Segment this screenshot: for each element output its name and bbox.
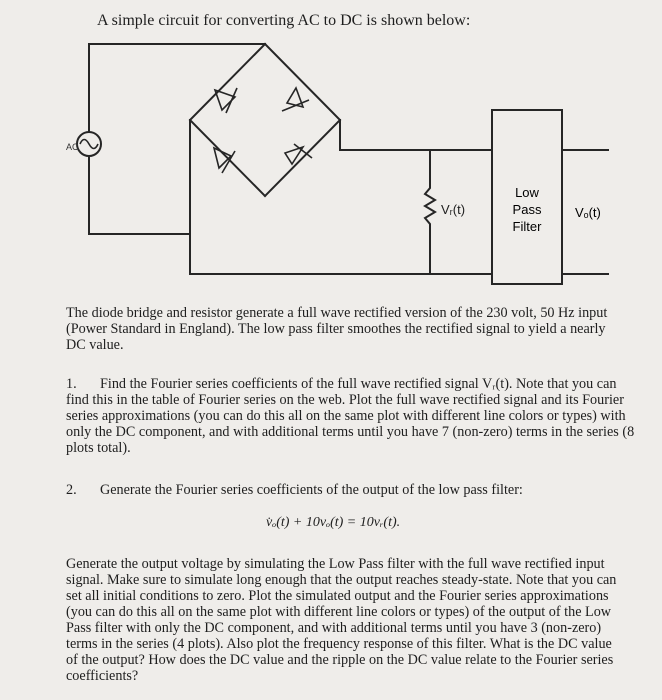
rail-top — [340, 120, 492, 150]
question-1-number: 1. — [66, 376, 77, 392]
bridge-right — [265, 44, 340, 196]
filter-label-line2: Pass — [512, 202, 542, 217]
wire-top — [89, 44, 265, 132]
diode-upper-right-icon — [282, 88, 309, 111]
resistor-symbol — [425, 150, 435, 274]
ac-label: AC — [66, 142, 79, 152]
diode-upper-left-icon — [215, 88, 237, 113]
vo-label: Vₒ(t) — [575, 205, 601, 220]
filter-label-line1: Low — [515, 185, 539, 200]
vr-label: Vᵣ(t) — [441, 202, 466, 217]
intro-paragraph: The diode bridge and resistor generate a full wave rectified version of the 230 volt, 50 Hz input (Power Standard in England). The low pass filter smoothes the rectified signal to yield a nearly DC value. — [66, 305, 608, 353]
question-1-text: Find the Fourier series coefficients of the full wave rectified signal Vᵣ(t). Note that you can find this in the table of Fourier series on the web. Plot the full wave rectified signal and its Fourier series approximations (you can do this all on the same plot with different line colors or types) with only the DC component, and with additional terms until you have 7 (non-zero) terms in the series (8 plots total). — [66, 376, 635, 456]
diode-lower-left-icon — [214, 148, 235, 173]
question-2-text: Generate the Fourier series coefficients of the output of the low pass filter: — [100, 482, 523, 498]
question-2-heading — [66, 482, 636, 498]
wire-bottom-left — [89, 156, 190, 234]
bridge-left — [190, 44, 265, 196]
page-title: A simple circuit for converting AC to DC is shown below: — [97, 12, 471, 29]
circuit-diagram — [0, 40, 662, 290]
filter-label-line3: Filter — [512, 219, 542, 234]
ac-source-icon — [77, 132, 101, 156]
question-2-number: 2. — [66, 482, 77, 498]
filter-equation: v̇ₒ(t) + 10vₒ(t) = 10vᵣ(t). — [266, 515, 401, 530]
question-1 — [66, 376, 636, 456]
question-2-body: Generate the output voltage by simulating the Low Pass filter with the full wave rectified input signal. Make sure to simulate long enough that the output reaches steady-state. Note that you can set all initial conditions to zero. Plot the simulated output and the Fourier series approximations (you can do this all on the same plot with different line colors or types) of the output of the Low Pass filter with only the DC component, and with additional terms until you have 3 (non-zero) terms in the series (4 plots). Also plot the frequency response of this filter. What is the DC value of the output? How does the DC value and the ripple on the DC value relate to the Fourier series coefficients? — [66, 556, 617, 684]
